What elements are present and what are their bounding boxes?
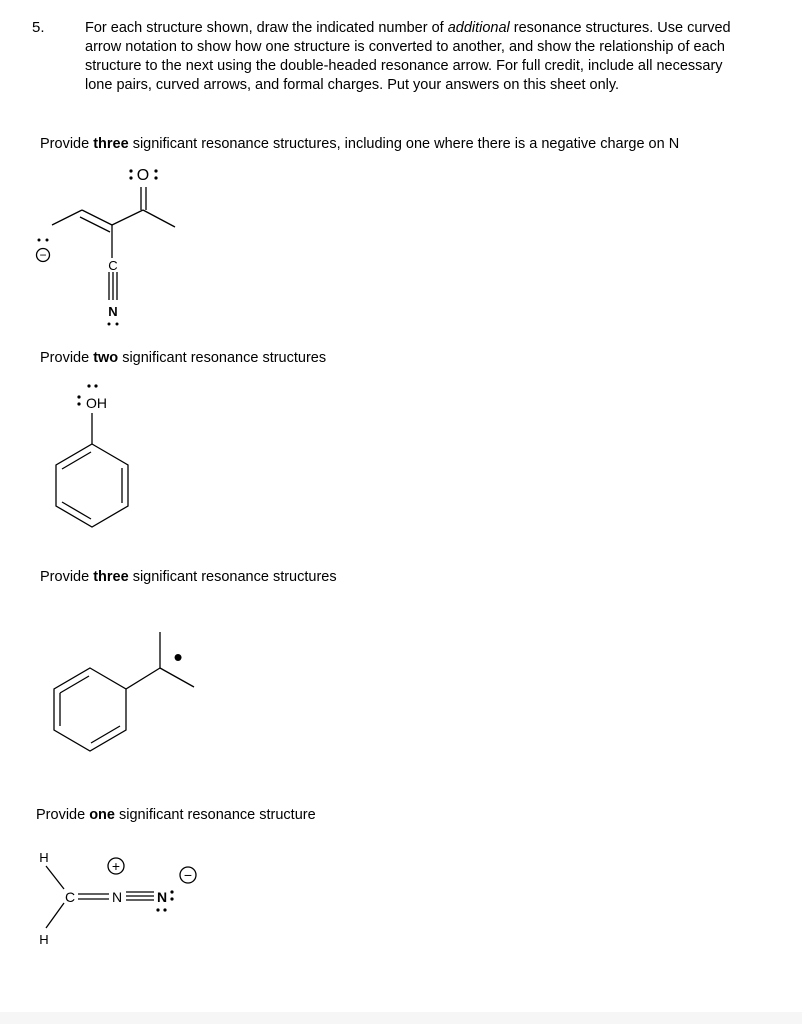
instructions-text-2: resonance structures. Use curved arrow notation to show how one structure is converted to another, and show the relationship of each structure to the next using the double-headed resonance arrow. For full credit, include all necessary lone pairs, curved arrows, and formal charges. Put your answers on this sheet only. xyxy=(85,20,731,93)
diazo-carbon: C xyxy=(64,889,76,905)
hydrogen-bottom: H xyxy=(39,932,49,947)
lone-pair-dot xyxy=(156,908,159,911)
instructions-text-1: For each structure shown, draw the indicated number of xyxy=(85,20,448,36)
radical-electron: • xyxy=(173,642,183,672)
instructions-italic: additional xyxy=(447,20,510,36)
problem-4-count: one xyxy=(89,807,115,823)
lone-pair-dot xyxy=(170,890,173,893)
problem-4-prompt: Provide one significant resonance structure xyxy=(36,807,316,823)
positive-charge: + xyxy=(111,858,121,874)
diazo-nitrogen-middle: N xyxy=(111,889,123,905)
page-footer-band xyxy=(0,1012,802,1024)
carbanion-charge: − xyxy=(39,248,47,262)
negative-charge: − xyxy=(183,867,193,883)
hydrogen-top: H xyxy=(39,850,49,865)
problem-3-prompt: Provide three significant resonance structures xyxy=(40,569,337,585)
problem-2-prompt: Provide two significant resonance structures xyxy=(40,350,327,366)
question-number: 5. xyxy=(32,19,45,36)
problem-1-prompt: Provide three significant resonance structures, including one where there is a negative charge on N xyxy=(40,136,680,152)
bond-h-c-bottom xyxy=(46,903,64,928)
diazo-nitrogen-terminal: N xyxy=(156,889,168,905)
lone-pair-dot xyxy=(170,897,173,900)
lone-pair-dot xyxy=(163,908,166,911)
problem-1-count: three xyxy=(93,136,129,152)
hydroxyl-group: OH xyxy=(86,395,107,411)
nitrile-carbon: C xyxy=(108,258,118,273)
problem-3-count: three xyxy=(93,569,129,585)
problem-2-count: two xyxy=(93,350,119,366)
bond-h-c-top xyxy=(46,866,64,889)
nitrile-nitrogen: N xyxy=(108,304,118,319)
carbonyl-oxygen: O xyxy=(136,167,150,184)
